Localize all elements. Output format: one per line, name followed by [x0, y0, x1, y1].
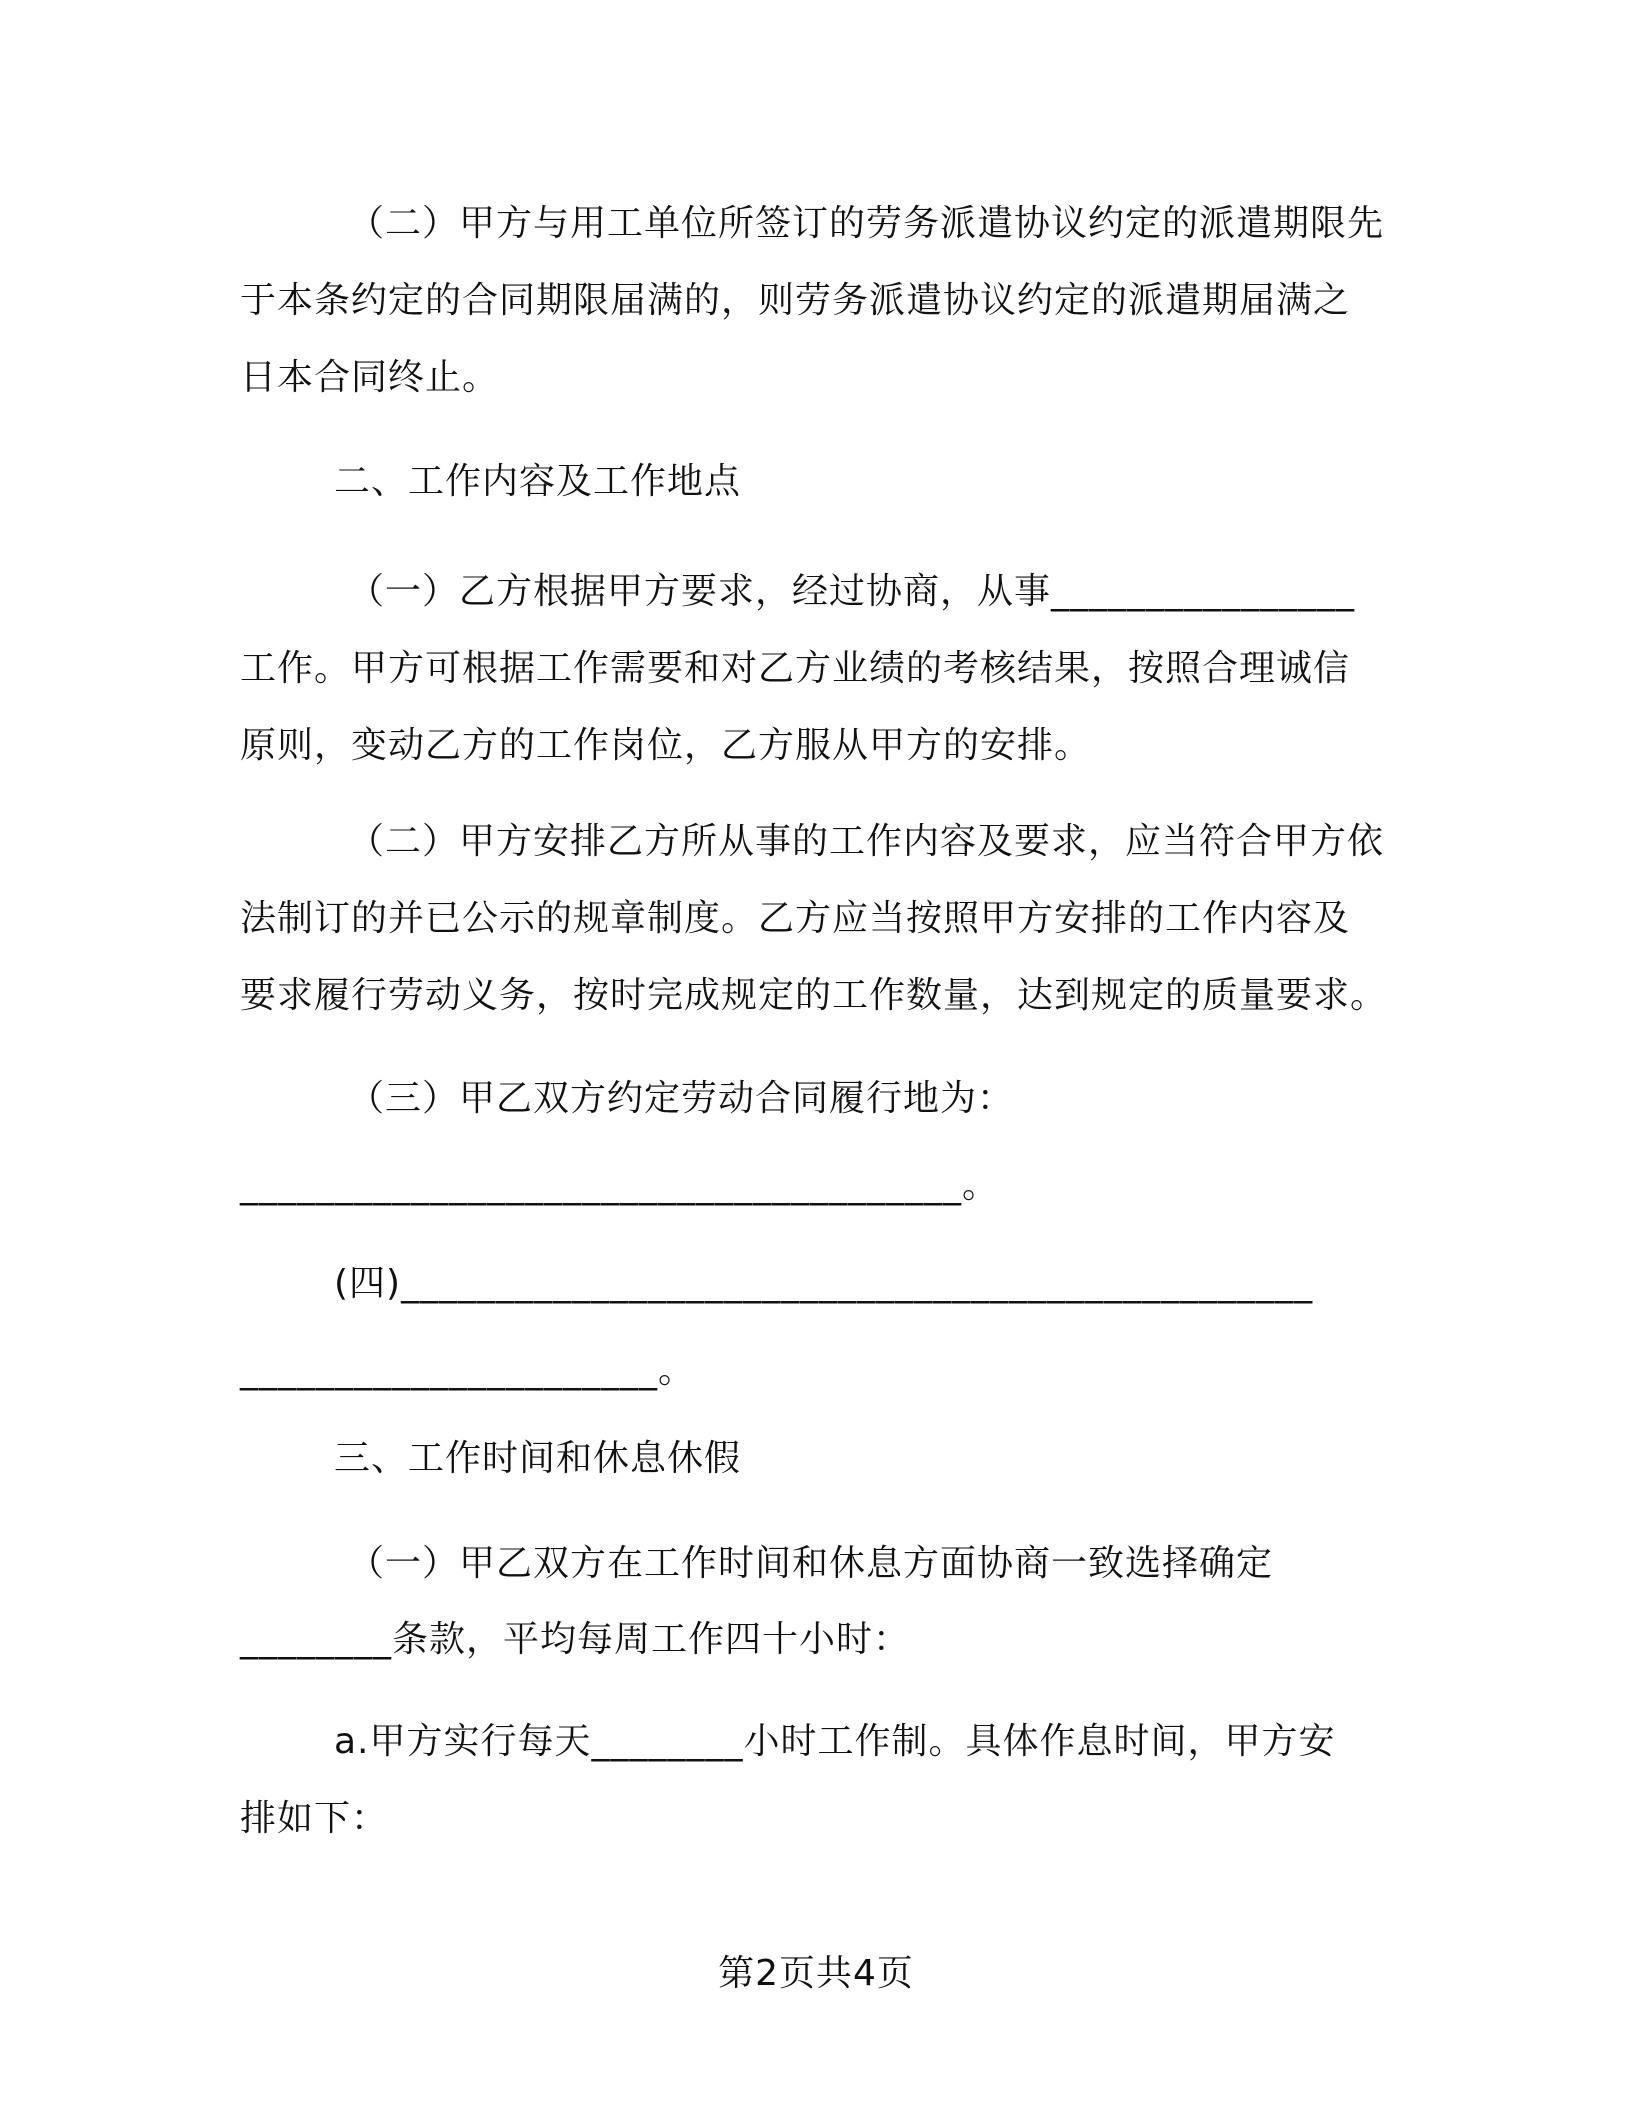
fill-blank-line: ______________________。 — [240, 1350, 695, 1391]
text-line: （三）甲乙双方约定劳动合同履行地为： — [348, 1078, 1015, 1119]
text-line: （二）甲方安排乙方所从事的工作内容及要求，应当符合甲方依 — [348, 821, 1385, 862]
fill-blank-line: (四)________________________________________________ — [334, 1263, 1314, 1304]
text-line: 原则，变动乙方的工作岗位，乙方服从甲方的安排。 — [240, 725, 1092, 766]
text-line: （一）乙方根据甲方要求，经过协商，从事________________ — [348, 571, 1356, 612]
text-line: 法制订的并已公示的规章制度。乙方应当按照甲方安排的工作内容及 — [240, 898, 1351, 939]
text-line: 工作。甲方可根据工作需要和对乙方业绩的考核结果，按照合理诚信 — [240, 648, 1351, 689]
heading-text: 三、工作时间和休息休假 — [334, 1438, 742, 1479]
fill-blank-line: ______________________________________。 — [240, 1165, 999, 1206]
text-line: （一）甲乙双方在工作时间和休息方面协商一致选择确定 — [348, 1543, 1274, 1584]
text-line: 于本条约定的合同期限届满的，则劳务派遣协议约定的派遣期届满之 — [240, 280, 1351, 321]
text-line: 要求履行劳动义务，按时完成规定的工作数量，达到规定的质量要求。 — [240, 975, 1388, 1016]
text-line: 排如下： — [240, 1798, 389, 1839]
text-line: ________条款，平均每周工作四十小时： — [240, 1619, 911, 1660]
text-line: 日本合同终止。 — [240, 357, 500, 398]
text-line: a.甲方实行每天________小时工作制。具体作息时间，甲方安 — [334, 1721, 1336, 1762]
text-line: （二）甲方与用工单位所签订的劳务派遣协议约定的派遣期限先 — [348, 203, 1385, 244]
page-number-footer: 第2页共4页 — [718, 1953, 914, 1994]
heading-text: 二、工作内容及工作地点 — [334, 461, 742, 502]
